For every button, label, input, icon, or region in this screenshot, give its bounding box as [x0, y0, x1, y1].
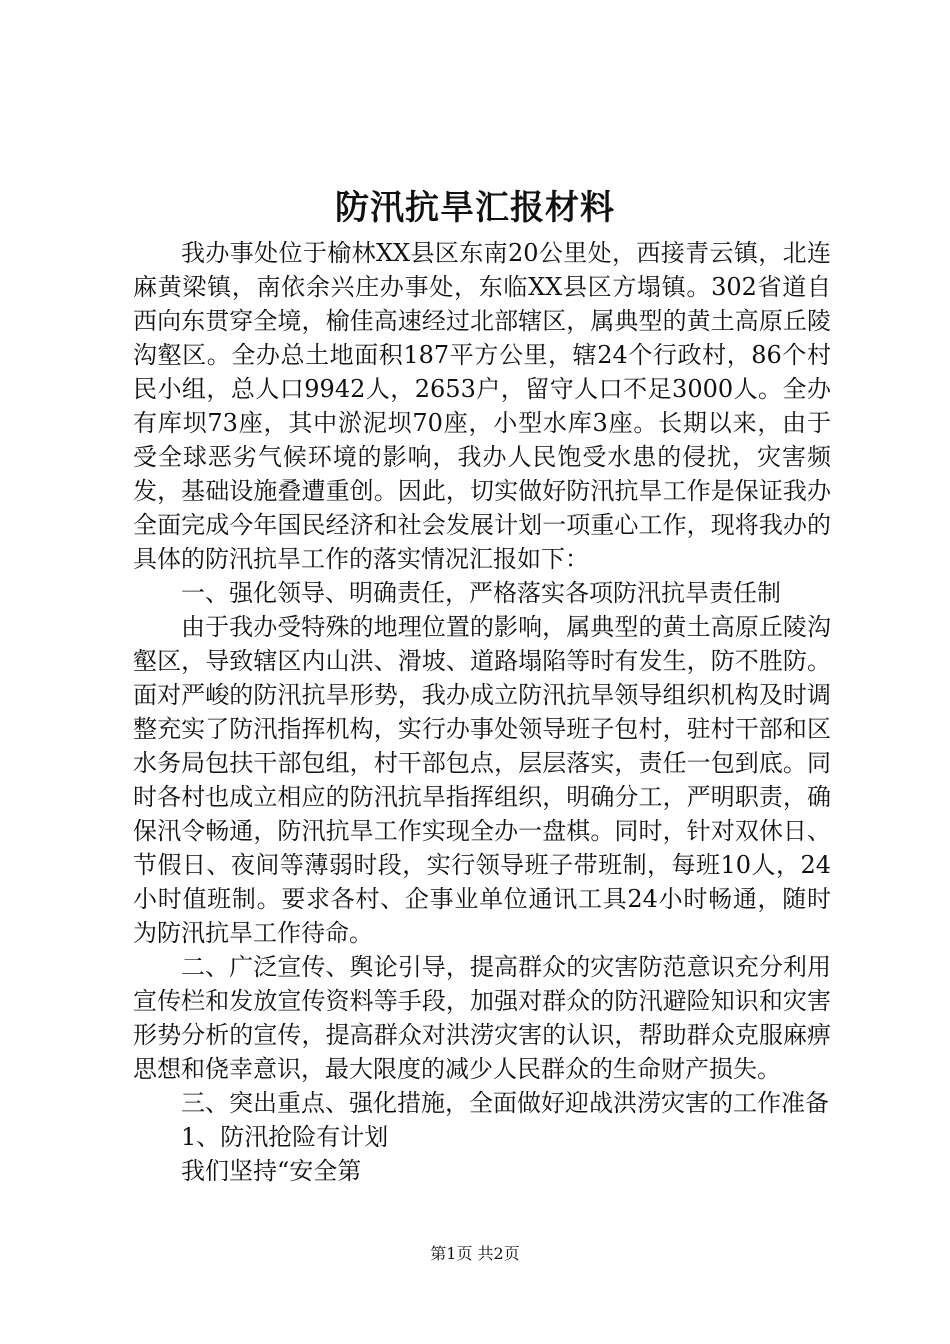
page-number-footer: 第1页 共2页 — [430, 1244, 520, 1263]
document-body — [133, 236, 831, 1188]
document-title: 防汛抗旱汇报材料 — [335, 188, 615, 228]
section-heading-1: 一、强化领导、明确责任，严格落实各项防汛抗旱责任制 — [181, 579, 781, 607]
paragraph-intro: 我办事处位于榆林XX县区东南20公里处，西接青云镇，北连麻黄梁镇，南依余兴庄办事处，东临XX县区方塌镇。302省道自西向东贯穿全境，榆佳高速经过北部辖区，属典型的黄土高原丘陵沟壑区。全办总土地面积187平方公里，辖24个行政村，86个村民小组，总人口9942人，2653户，留守人口不足3000人。全办有库坝73座，其中淤泥坝70座，小型水库3座。长期以来，由于受全球恶劣气候环境的影响，我办人民饱受水患的侵扰，灾害频发，基础设施叠遭重创。因此，切实做好防汛抗旱工作是保证我办全面完成今年国民经济和社会发展计划一项重心工作，现将我办的具体的防汛抗旱工作的落实情况汇报如下： — [133, 239, 831, 573]
section-heading-2: 二、广泛宣传、舆论引导，提高群众的灾害防范意识充分利用宣传栏和发放宣传资料等手段，加强对群众的防汛避险知识和灾害形势分析的宣传，提高群众对洪涝灾害的认识，帮助群众克服麻痹思想和侥幸意识，最大限度的减少人民群众的生命财产损失。 — [133, 953, 831, 1083]
section-heading-3: 三、突出重点、强化措施，全面做好迎战洪涝灾害的工作准备 — [181, 1089, 829, 1117]
paragraph-truncated: 我们坚持“安全第 — [181, 1157, 362, 1185]
subsection-heading-1: 1、防汛抢险有计划 — [181, 1123, 389, 1151]
paragraph-section-1: 由于我办受特殊的地理位置的影响，属典型的黄土高原丘陵沟壑区，导致辖区内山洪、滑坡、道路塌陷等时有发生，防不胜防。面对严峻的防汛抗旱形势，我办成立防汛抗旱领导组织机构及时调整充实了防汛指挥机构，实行办事处领导班子包村，驻村干部和区水务局包扶干部包组，村干部包点，层层落实，责任一包到底。同时各村也成立相应的防汛抗旱指挥组织，明确分工，严明职责，确保汛令畅通，防汛抗旱工作实现全办一盘棋。同时，针对双休日、节假日、夜间等薄弱时段，实行领导班子带班制，每班10人，24小时值班制。要求各村、企事业单位通讯工具24小时畅通，随时为防汛抗旱工作待命。 — [133, 613, 831, 947]
